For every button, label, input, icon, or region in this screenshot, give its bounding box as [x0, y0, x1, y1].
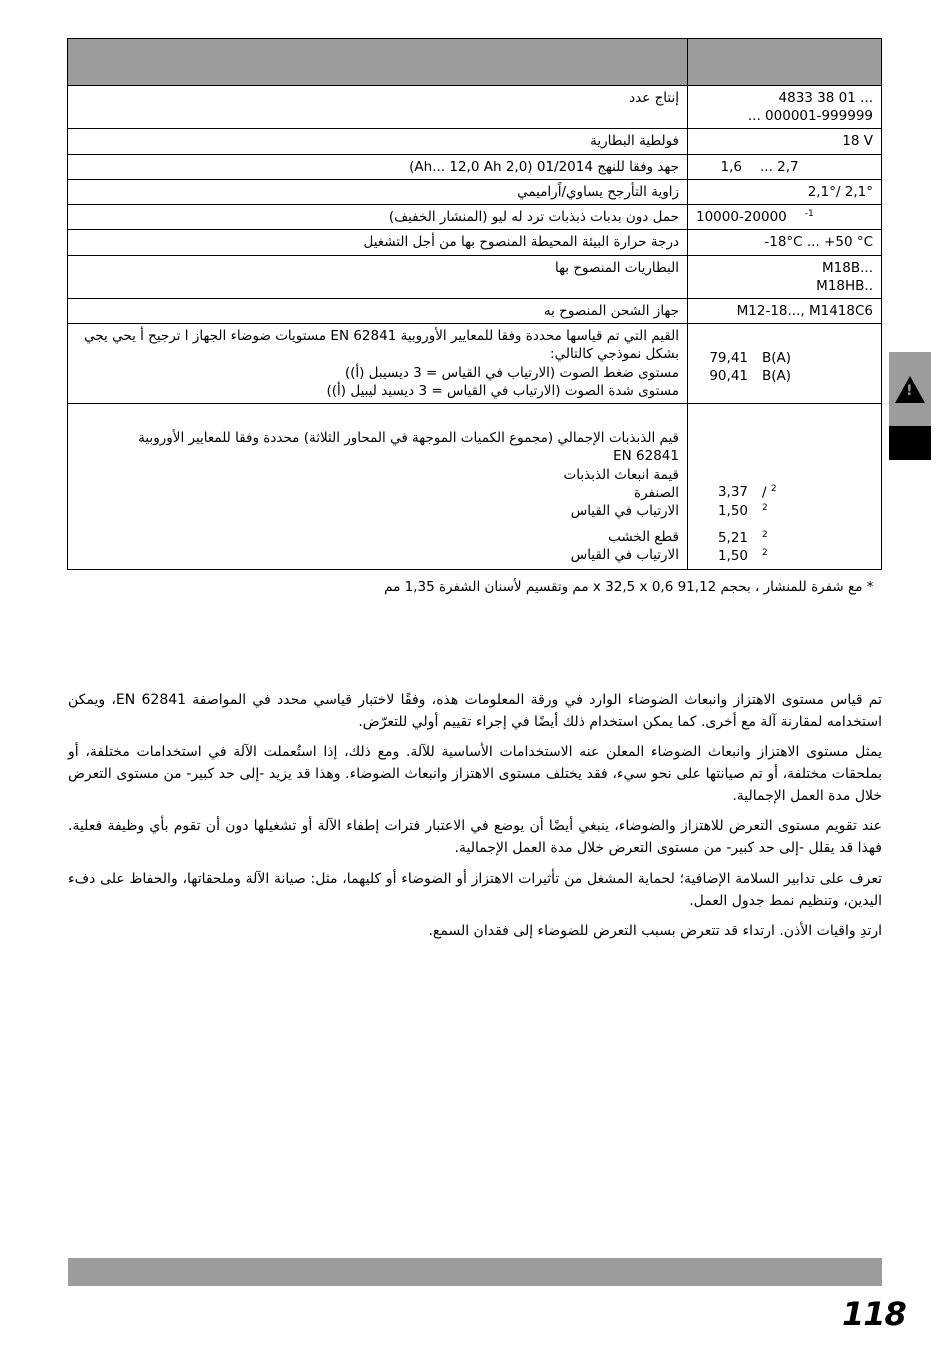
ambient-temperature-label: درجة حرارة البيئة المحيطة المنصوح بها من أجل التشغيل — [68, 230, 688, 255]
sanding-vibration-value: 3,37 / $^2$ — [717, 484, 777, 501]
noise-values-cell — [688, 324, 882, 404]
production-number-label: إنتاج عدد — [68, 86, 688, 129]
paragraph-hearing-protection: ارتدِ واقيات الأذن. ارتداء قد تتعرض بسبب التعرض للضوضاء إلى فقدان السمع. — [428, 923, 882, 940]
table-header-label-cell — [68, 39, 688, 86]
paragraph-vibration-measurement: تم قياس مستوى الاهتزاز وانبعاث الضوضاء الوارد في ورقة المعلومات هذه، وفقًا لاختبار قياسي محدد في المواصفة EN 62841، ويمكن استخدامه لمقارنة آلة مع أخرى. كما يمكن استخدام ذلك أيضًا في إجراء تقييم أولي للتعرّض. — [68, 692, 883, 730]
sanding-uncertainty-label: الارتياب في القياس — [570, 502, 679, 519]
production-number-value: 4833 38 01 ... ... 000001-999999 — [688, 86, 882, 129]
battery-voltage-label: فولطية البطارية — [68, 129, 688, 154]
sound-pressure-value: 79,41 B(A) — [709, 350, 792, 367]
vibration-standard: EN 62841 — [613, 448, 679, 465]
vibration-block-row — [68, 404, 882, 570]
recommended-charger-value: M12-18..., M1418C6 — [688, 298, 882, 323]
exclamation-mark: ! — [906, 382, 913, 399]
oscillation-angle-label: زاوية التأرجح يساوي/اًراميمي — [68, 179, 688, 204]
vibration-labels-cell — [68, 404, 688, 570]
paragraph-safety-measures: تعرف على تدابير السلامة الإضافية؛ لحماية المشغل من تأثيرات الاهتزاز أو الضوضاء أو كليهما، مثل: صيانة الآلة وملحقاتها، والحفاظ على دفء اليدين، وتنظيم نمط جدول العمل. — [68, 870, 882, 909]
body-text — [68, 690, 882, 952]
table-header-value-cell — [688, 39, 882, 86]
table-header-row — [68, 39, 882, 86]
specifications-table — [67, 38, 882, 599]
table-row — [68, 298, 882, 323]
sound-power-value: 90,41 B(A) — [709, 368, 792, 385]
vibration-emission-label: قيمة انبعاث الذبذبات — [563, 466, 679, 483]
table-row — [68, 255, 882, 298]
noise-intro-text: القيم التي تم قياسها محددة وفقا للمعايير الأوروبية EN 62841 مستويات ضوضاء الجهاز ا ترجيح أ يحي يجي بشكل نموذجي كالتالي: — [84, 328, 679, 363]
footer-bar — [68, 1258, 882, 1286]
sanding-label: الصنفرة — [634, 484, 679, 501]
table-row — [68, 205, 882, 230]
recommended-charger-label: جهاز الشحن المنصوح به — [68, 298, 688, 323]
ambient-temperature-value: -18°C ... +50 °C — [688, 230, 882, 255]
noise-labels-cell — [68, 324, 688, 404]
wood-cutting-uncertainty-label: الارتياب في القياس — [570, 547, 679, 564]
table-row — [68, 154, 882, 179]
table-row — [68, 129, 882, 154]
sanding-uncertainty-value: 1,50 $^2$ — [717, 502, 768, 519]
warning-triangle-icon — [889, 352, 931, 426]
recommended-batteries-label: البطاريات المنصوح بها — [68, 255, 688, 298]
oscillation-angle-value: 2,1°/ 2,1° — [688, 179, 882, 204]
table-footnote: * مع شفرة للمنشار ، بحجم 91,12 x 32,5 x 0,6 مم وتقسيم لأسنان الشفرة 1,35 مم — [384, 578, 874, 595]
wood-cutting-label: قطع الخشب — [608, 529, 679, 546]
table-row — [68, 230, 882, 255]
sound-pressure-label: مستوى ضغط الصوت (الارتياب في القياس = 3 ديسيبل (أ)) — [344, 364, 679, 381]
weight-label: جهد وفقا للنهج 01/2014 (2,0 Ah... 12,0 Ah) — [68, 154, 688, 179]
wood-cutting-uncertainty-value: 1,50 $^2$ — [717, 548, 768, 565]
page-number: 118 — [842, 1295, 906, 1333]
no-load-speed-label: حمل دون بدبات ذبذبات ترد له ليو (المنشار الخفيف) — [68, 205, 688, 230]
warning-marker — [889, 352, 931, 460]
noise-block-row — [68, 324, 882, 404]
sound-power-label: مستوى شدة الصوت (الارتياب في القياس = 3 ديسيد ليبيل (أ)) — [326, 382, 679, 399]
recommended-batteries-value: M18B... M18HB.. — [688, 255, 882, 298]
vibration-intro-line1: قيم الذبذبات الإجمالي (مجموع الكميات الموجهة في المحاور الثلاثة) محددة وفقا للمعايير الأوروبية — [138, 430, 679, 447]
table-row — [68, 179, 882, 204]
paragraph-exposure-assessment: عند تقويم مستوى التعرض للاهتزاز والضوضاء، ينبغي أيضًا أن يوضع في الاعتبار فترات إطفاء الآلة أو تشغيلها دون أن تقوم بأي وظيفة فعلية. فهذا قد يقلل -إلى حد كبير- من مستوى التعرض خلال مدة العمل الإجمالية. — [68, 818, 882, 857]
weight-value: 1,6 ... 2,7 — [688, 154, 882, 179]
table-row — [68, 86, 882, 129]
wood-cutting-vibration-value: 5,21 $^2$ — [717, 529, 768, 546]
vibration-values-cell — [688, 404, 882, 570]
paragraph-declared-values: يمثل مستوى الاهتزاز وانبعاث الضوضاء المعلن عنه الاستخدامات الأساسية للآلة. ومع ذلك، إذا استُعملت الآلة في استخدامات مختلفة، أو بملحقات مختلفة، أو تم صيانتها على نحو سيء، فقد يختلف مستوى الاهتزاز وانبعاث الضوضاء. وهذا قد يزيد -إلى حد كبير- من مستوى التعرض خلال مدة العمل الإجمالية. — [68, 744, 882, 804]
triangle-shape — [895, 376, 925, 403]
table-footnote-row — [68, 569, 882, 599]
no-load-speed-value: 10000-20000 -1 — [688, 205, 882, 230]
battery-voltage-value: 18 V — [688, 129, 882, 154]
